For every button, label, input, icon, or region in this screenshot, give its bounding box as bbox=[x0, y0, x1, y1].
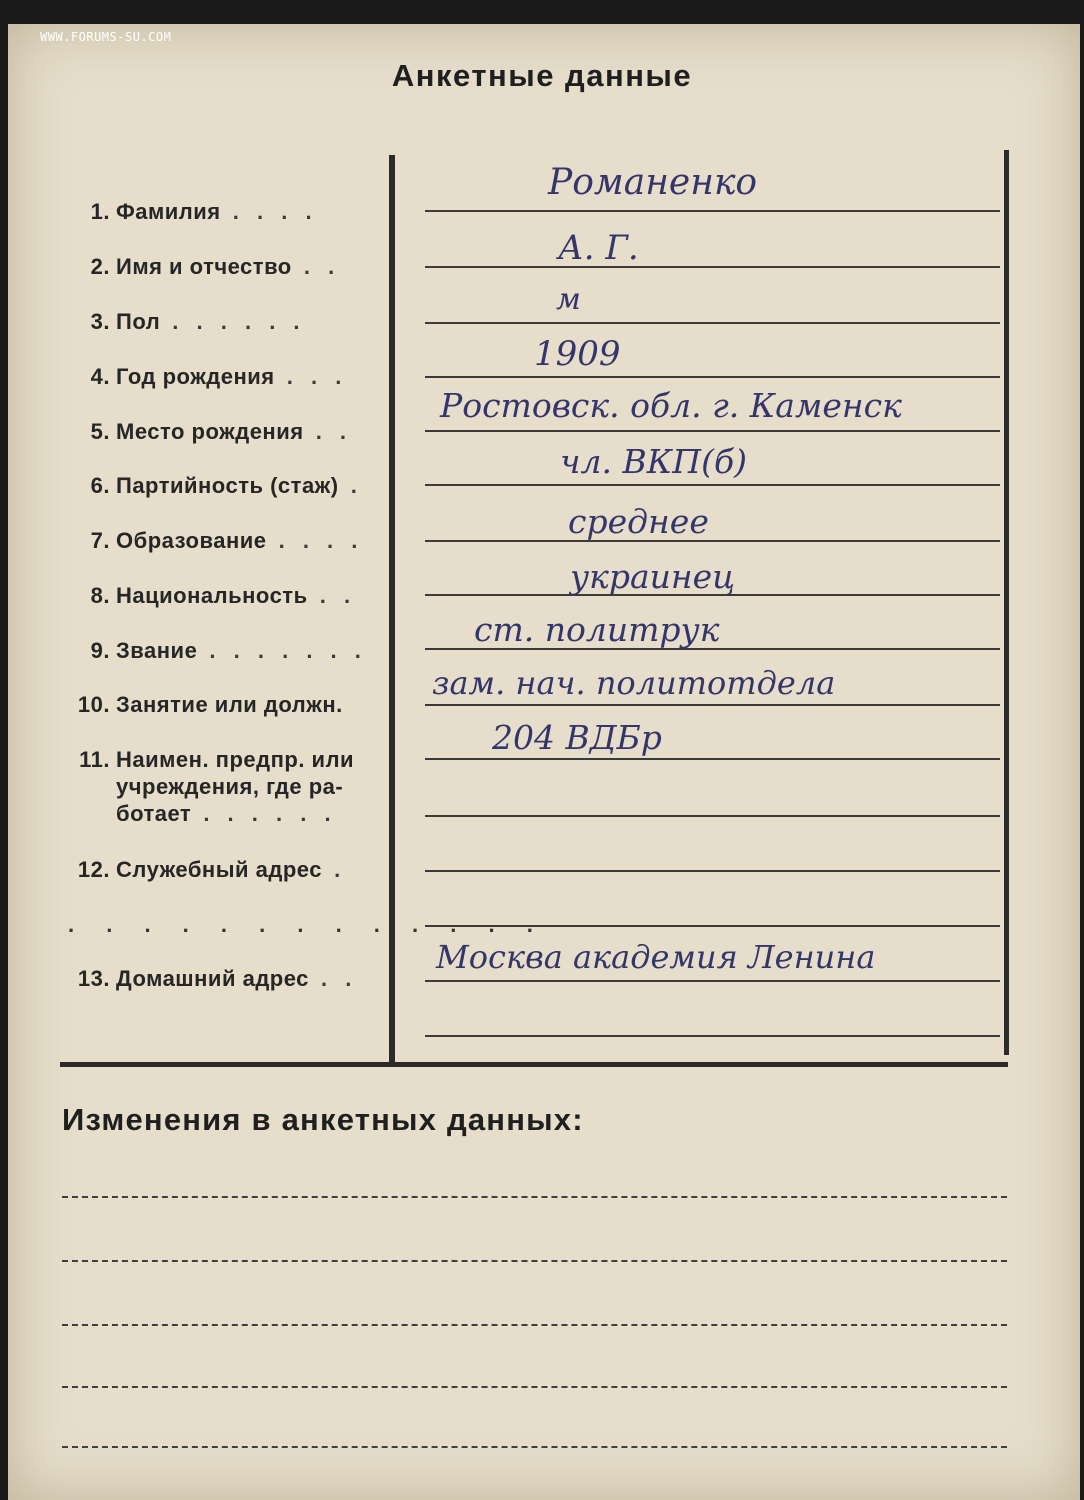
field-label-sex: 3. Пол . . . . . . bbox=[90, 309, 306, 334]
section-divider bbox=[60, 1062, 1008, 1067]
answer-line bbox=[425, 870, 1000, 872]
changes-line bbox=[62, 1196, 1007, 1198]
answer-line bbox=[425, 322, 1000, 324]
changes-line bbox=[62, 1386, 1007, 1388]
value-rank: ст. политрук bbox=[474, 610, 720, 649]
value-position: зам. нач. политотдела bbox=[432, 664, 836, 702]
value-nationality: украинец bbox=[570, 557, 736, 596]
value-birth-year: 1909 bbox=[534, 334, 621, 374]
field-label-organization: 11. Наимен. предпр. или учреждения, где ра-ботает . . . . . . bbox=[79, 747, 355, 826]
changes-line bbox=[62, 1324, 1007, 1326]
field-label-name: 2. Имя и отчество . . bbox=[90, 254, 341, 279]
answer-line bbox=[425, 925, 1000, 927]
answer-line bbox=[425, 758, 1000, 760]
value-home-address: Москва академия Ленина bbox=[436, 938, 876, 976]
field-label-birthplace: 5. Место рождения . . bbox=[90, 419, 353, 444]
column-divider-right bbox=[1004, 150, 1009, 1055]
field-label-work-address: 12. Служебный адрес . bbox=[77, 857, 347, 882]
field-label-birth-year: 4. Год рождения . . . bbox=[90, 364, 348, 389]
answer-line bbox=[425, 266, 1000, 268]
watermark: WWW.FORUMS-SU.COM bbox=[40, 30, 172, 44]
answer-line bbox=[425, 210, 1000, 212]
field-label-education: 7. Образование . . . . bbox=[90, 528, 364, 553]
value-organization: 204 ВДБр bbox=[492, 718, 662, 757]
answer-line bbox=[425, 430, 1000, 432]
answer-line bbox=[425, 980, 1000, 982]
answer-line bbox=[425, 484, 1000, 486]
value-surname: Романенко bbox=[548, 162, 758, 203]
field-label-party: 6. Партийность (стаж) . bbox=[90, 473, 363, 498]
changes-section-title: Изменения в анкетных данных: bbox=[62, 1102, 584, 1137]
dotted-leader: . . . . . . . . . . . . . bbox=[68, 912, 546, 937]
field-label-nationality: 8. Национальность . . bbox=[90, 583, 357, 608]
answer-line bbox=[425, 704, 1000, 706]
value-birthplace: Ростовск. обл. г. Каменск bbox=[440, 386, 902, 425]
answer-line bbox=[425, 540, 1000, 542]
answer-line bbox=[425, 376, 1000, 378]
answer-line bbox=[425, 815, 1000, 817]
field-label-surname: 1. Фамилия . . . . bbox=[90, 199, 318, 224]
page-title: Анкетные данные bbox=[391, 58, 693, 93]
value-sex: м bbox=[556, 282, 581, 317]
field-label-home-address: 13. Домашний адрес . . bbox=[77, 966, 358, 991]
answer-line bbox=[425, 1035, 1000, 1037]
value-education: среднее bbox=[568, 502, 709, 541]
changes-line bbox=[62, 1446, 1007, 1448]
field-label-position: 10. Занятие или должн. bbox=[77, 692, 343, 717]
field-label-rank: 9. Звание . . . . . . . bbox=[90, 638, 367, 663]
changes-line bbox=[62, 1260, 1007, 1262]
value-initials: А. Г. bbox=[558, 228, 639, 268]
value-party: чл. ВКП(б) bbox=[560, 442, 747, 481]
